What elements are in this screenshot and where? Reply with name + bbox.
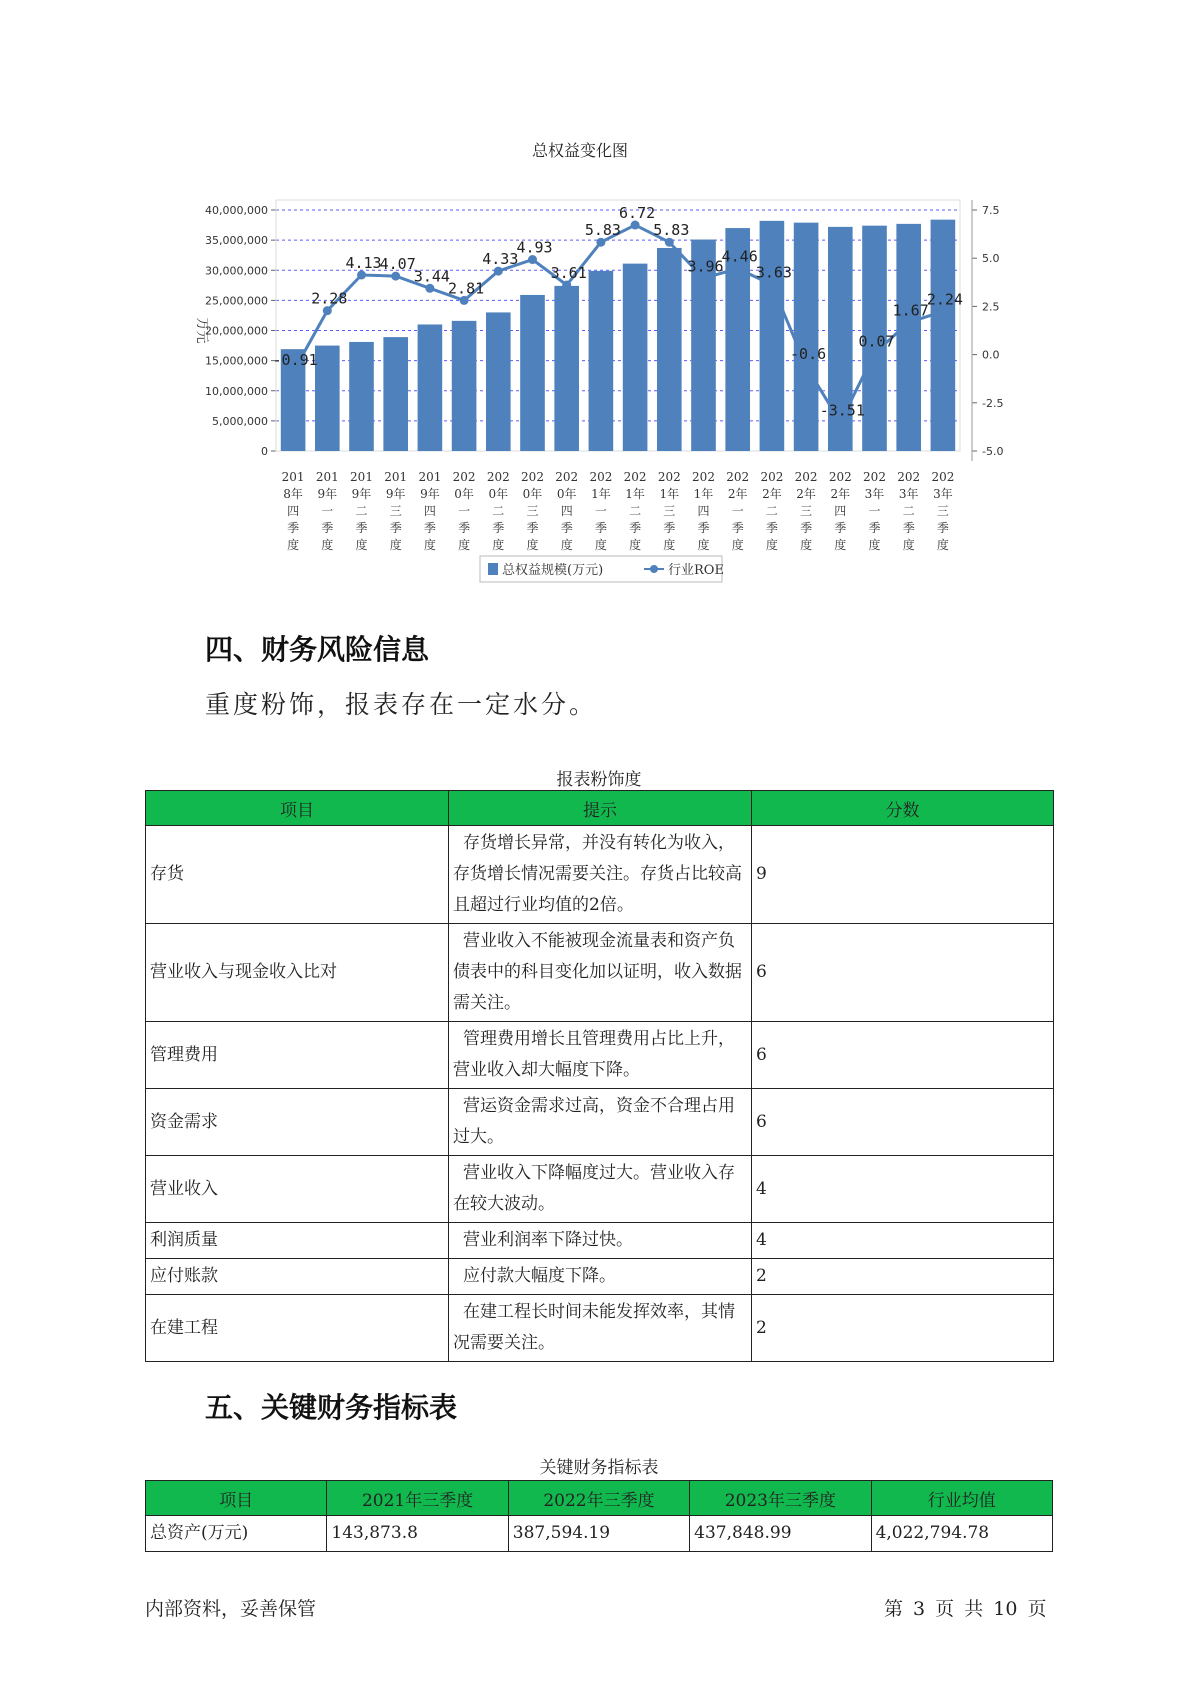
- x-tick-label: 三: [663, 504, 676, 518]
- x-tick-label: 度: [423, 538, 436, 552]
- table-row: [146, 1516, 1053, 1552]
- x-tick-label: 0年: [522, 487, 543, 501]
- x-tick-label: 9年: [385, 487, 406, 501]
- x-tick-label: 度: [731, 538, 744, 552]
- x-tick-label: 202: [521, 470, 544, 484]
- x-tick-label: 季: [800, 521, 813, 535]
- x-tick-label: 季: [902, 521, 915, 535]
- bar: [657, 248, 682, 451]
- bar: [349, 342, 374, 451]
- x-tick-label: 一: [731, 504, 744, 518]
- risk-score-cell: 2: [752, 1295, 1054, 1362]
- kpi-header: 2022年三季度: [508, 1481, 689, 1516]
- bar: [520, 295, 545, 451]
- risk-summary: 重度粉饰，报表存在一定水分。: [205, 690, 598, 719]
- x-tick-label: 1年: [591, 487, 611, 501]
- risk-item-cell: 应付账款: [146, 1259, 449, 1295]
- kpi-header: 行业均值: [871, 1481, 1052, 1516]
- x-tick-label: 度: [868, 538, 881, 552]
- x-tick-label: 季: [936, 521, 949, 535]
- x-tick-label: 1年: [625, 487, 645, 501]
- risk-table-caption: 报表粉饰度: [556, 770, 642, 790]
- table-row: [146, 826, 1054, 924]
- y-tick-label: 15,000,000: [205, 354, 268, 368]
- x-tick-label: 度: [321, 538, 334, 552]
- kpi-cell: 143,873.8: [327, 1516, 508, 1552]
- y-tick-label: 35,000,000: [205, 234, 268, 248]
- footer-page-number: 第 3 页 共 10 页: [884, 1598, 1047, 1620]
- x-tick-label: 度: [492, 538, 505, 552]
- y-tick-label: 30,000,000: [205, 264, 268, 278]
- equity-chart: [180, 138, 1004, 598]
- x-tick-label: 季: [492, 521, 505, 535]
- x-tick-label: 季: [389, 521, 402, 535]
- x-tick-label: 202: [726, 470, 750, 484]
- x-tick-label: 季: [560, 521, 573, 535]
- roe-data-label: 3.96: [687, 257, 724, 276]
- x-tick-label: 四: [697, 504, 710, 518]
- x-tick-label: 202: [931, 470, 955, 484]
- roe-data-label: 2.24: [926, 290, 963, 309]
- x-tick-label: 201: [281, 470, 305, 484]
- roe-data-label: 2.81: [448, 279, 485, 298]
- header-score: 分数: [752, 791, 1054, 826]
- x-tick-label: 0年: [454, 487, 474, 501]
- kpi-header: 2023年三季度: [690, 1481, 871, 1516]
- y2-tick-label: 0.0: [982, 348, 1000, 362]
- x-tick-label: 2年: [796, 487, 816, 501]
- roe-data-label: -0.6: [790, 345, 827, 364]
- risk-tip-cell: 营业利润率下降过快。: [449, 1223, 752, 1259]
- x-tick-label: 2年: [830, 487, 851, 501]
- x-tick-label: 季: [834, 521, 847, 535]
- x-tick-label: 度: [936, 538, 949, 552]
- x-tick-label: 二: [902, 504, 915, 518]
- x-tick-label: 度: [594, 538, 607, 552]
- risk-tip-cell: 营业收入下降幅度过大。营业收入存在较大波动。: [449, 1156, 752, 1223]
- x-tick-label: 度: [526, 538, 539, 552]
- y-tick-label: 25,000,000: [205, 294, 268, 308]
- x-tick-label: 三: [936, 504, 949, 518]
- footer-confidential: 内部资料，妥善保管: [145, 1598, 317, 1620]
- x-tick-label: 2年: [727, 487, 748, 501]
- x-tick-label: 2年: [762, 487, 782, 501]
- x-tick-label: 202: [760, 470, 784, 484]
- bar: [452, 321, 477, 451]
- roe-data-label: 2.28: [311, 289, 348, 308]
- x-tick-label: 四: [560, 504, 573, 518]
- x-tick-label: 0年: [556, 487, 577, 501]
- x-tick-label: 9年: [351, 487, 372, 501]
- x-tick-label: 201: [384, 470, 408, 484]
- x-tick-label: 季: [423, 521, 436, 535]
- roe-data-label: 3.63: [755, 263, 792, 282]
- x-tick-label: 四: [287, 504, 300, 518]
- x-tick-label: 1年: [659, 487, 680, 501]
- roe-data-label: -0.91: [272, 351, 318, 370]
- y-axis-title: 万元: [194, 317, 209, 344]
- bar: [794, 223, 819, 451]
- x-tick-label: 度: [902, 538, 915, 552]
- table-row: [146, 1223, 1054, 1259]
- x-tick-label: 季: [765, 521, 778, 535]
- table-row: [146, 924, 1054, 1022]
- legend-swatch-marker: [650, 565, 658, 573]
- x-tick-label: 202: [794, 470, 818, 484]
- legend-label-line: 行业ROE: [668, 563, 724, 578]
- x-tick-label: 二: [492, 504, 505, 518]
- risk-item-cell: 存货: [146, 826, 449, 924]
- y2-tick-label: -5.0: [982, 445, 1004, 458]
- x-tick-label: 202: [863, 470, 886, 484]
- x-tick-label: 202: [897, 470, 921, 484]
- roe-data-label: 4.46: [721, 247, 758, 266]
- roe-data-label: 4.93: [516, 238, 553, 257]
- y-tick-label: 5,000,000: [212, 414, 268, 428]
- x-tick-label: 202: [555, 470, 579, 484]
- kpi-header: 项目: [146, 1481, 327, 1516]
- x-tick-label: 202: [692, 470, 715, 484]
- risk-score-cell: 2: [752, 1259, 1054, 1295]
- x-tick-label: 二: [765, 504, 778, 518]
- table-row: [146, 1295, 1054, 1362]
- risk-tip-cell: 在建工程长时间未能发挥效率，其情况需要关注。: [449, 1295, 752, 1362]
- bar: [623, 264, 648, 451]
- kpi-header: 2021年三季度: [327, 1481, 508, 1516]
- x-tick-label: 季: [731, 521, 744, 535]
- bar: [589, 271, 614, 451]
- x-tick-label: 四: [834, 504, 847, 518]
- roe-data-label: 6.72: [619, 204, 656, 223]
- x-tick-label: 季: [697, 521, 710, 535]
- x-tick-label: 201: [350, 470, 373, 484]
- x-tick-label: 9年: [317, 487, 338, 501]
- x-tick-label: 二: [629, 504, 642, 518]
- risk-tip-cell: 营运资金需求过高，资金不合理占用过大。: [449, 1089, 752, 1156]
- risk-item-cell: 营业收入: [146, 1156, 449, 1223]
- y2-tick-label: 2.5: [982, 300, 1000, 314]
- roe-data-label: 4.33: [482, 250, 519, 269]
- x-tick-label: 度: [765, 538, 778, 552]
- legend-swatch-bar: [488, 563, 498, 575]
- x-tick-label: 3年: [898, 487, 919, 501]
- x-tick-label: 季: [458, 521, 471, 535]
- roe-data-label: 4.13: [345, 253, 382, 272]
- x-tick-label: 202: [486, 470, 510, 484]
- roe-data-label: 5.83: [584, 221, 621, 240]
- bar: [554, 286, 579, 451]
- kpi-cell: 总资产(万元): [146, 1516, 327, 1552]
- x-tick-label: 一: [594, 504, 607, 518]
- header-item: 项目: [146, 791, 449, 826]
- x-tick-label: 8年: [283, 487, 303, 501]
- x-tick-label: 季: [526, 521, 539, 535]
- x-tick-label: 202: [589, 470, 613, 484]
- table-row: [146, 1022, 1054, 1089]
- risk-item-cell: 管理费用: [146, 1022, 449, 1089]
- bar: [418, 324, 443, 451]
- x-tick-label: 202: [828, 470, 852, 484]
- kpi-table-caption: 关键财务指标表: [539, 1458, 659, 1478]
- x-tick-label: 202: [623, 470, 647, 484]
- x-tick-label: 度: [697, 538, 710, 552]
- risk-score-cell: 6: [752, 1022, 1054, 1089]
- table-row: [146, 1156, 1054, 1223]
- y2-tick-label: 7.5: [982, 204, 1000, 217]
- x-tick-label: 0年: [488, 487, 509, 501]
- kpi-cell: 387,594.19: [508, 1516, 689, 1552]
- risk-item-cell: 利润质量: [146, 1223, 449, 1259]
- roe-data-label: 1.67: [892, 301, 929, 320]
- kpi-cell: 437,848.99: [690, 1516, 871, 1552]
- risk-tip-cell: 管理费用增长且管理费用占比上升，营业收入却大幅度下降。: [449, 1022, 752, 1089]
- x-tick-label: 度: [663, 538, 676, 552]
- y2-tick-label: -2.5: [982, 396, 1004, 410]
- section4-heading: 四、财务风险信息: [205, 633, 430, 666]
- x-tick-label: 202: [657, 470, 681, 484]
- x-tick-label: 季: [321, 521, 334, 535]
- table-row: [146, 1089, 1054, 1156]
- kpi-table: [145, 1480, 1053, 1552]
- x-tick-label: 201: [315, 470, 339, 484]
- roe-data-label: 0.07: [858, 332, 895, 351]
- x-tick-label: 202: [452, 470, 476, 484]
- x-tick-label: 季: [287, 521, 300, 535]
- risk-score-cell: 6: [752, 924, 1054, 1022]
- y-tick-label: 40,000,000: [205, 204, 268, 217]
- x-tick-label: 1年: [693, 487, 714, 501]
- x-tick-label: 9年: [420, 487, 440, 501]
- roe-data-label: 4.07: [379, 255, 416, 274]
- x-tick-label: 一: [458, 504, 471, 518]
- roe-data-label: 3.44: [413, 267, 450, 286]
- y-tick-label: 20,000,000: [205, 324, 268, 338]
- bar: [896, 224, 921, 451]
- x-tick-label: 三: [800, 504, 813, 518]
- roe-data-label: 5.83: [653, 221, 690, 240]
- x-tick-label: 度: [560, 538, 573, 552]
- header-tip: 提示: [449, 791, 752, 826]
- chart-title: 总权益变化图: [531, 141, 628, 160]
- kpi-cell: 4,022,794.78: [871, 1516, 1052, 1552]
- bar: [486, 312, 511, 451]
- section5-heading: 五、关键财务指标表: [205, 1391, 458, 1424]
- x-tick-label: 季: [868, 521, 881, 535]
- x-tick-label: 季: [355, 521, 368, 535]
- risk-score-cell: 6: [752, 1089, 1054, 1156]
- x-tick-label: 二: [355, 504, 368, 518]
- risk-item-cell: 营业收入与现金收入比对: [146, 924, 449, 1022]
- x-tick-label: 季: [594, 521, 607, 535]
- bar: [315, 346, 340, 451]
- x-tick-label: 度: [389, 538, 402, 552]
- risk-table: [145, 790, 1054, 1362]
- x-tick-label: 度: [287, 538, 300, 552]
- x-tick-label: 201: [418, 470, 442, 484]
- bar: [383, 337, 408, 451]
- risk-score-cell: 9: [752, 826, 1054, 924]
- x-tick-label: 三: [526, 504, 539, 518]
- x-tick-label: 四: [423, 504, 436, 518]
- x-tick-label: 3年: [933, 487, 953, 501]
- table-row: [146, 1259, 1054, 1295]
- roe-data-label: -3.51: [819, 401, 865, 420]
- chart-svg: [180, 138, 1004, 598]
- bar: [760, 221, 785, 451]
- y-tick-label: 10,000,000: [205, 384, 268, 398]
- x-tick-label: 度: [629, 538, 642, 552]
- x-tick-label: 度: [458, 538, 471, 552]
- x-tick-label: 三: [389, 504, 402, 518]
- risk-table-header: [146, 791, 1054, 826]
- x-tick-label: 3年: [864, 487, 885, 501]
- legend-label-bar: 总权益规模(万元): [502, 563, 604, 578]
- risk-tip-cell: 存货增长异常，并没有转化为收入，存货增长情况需要关注。存货占比较高且超过行业均值的2倍。: [449, 826, 752, 924]
- y2-tick-label: 5.0: [982, 252, 1000, 266]
- y-tick-label: 0: [261, 445, 268, 458]
- x-tick-label: 季: [629, 521, 642, 535]
- risk-item-cell: 资金需求: [146, 1089, 449, 1156]
- x-tick-label: 度: [355, 538, 368, 552]
- kpi-table-header: [146, 1481, 1053, 1516]
- x-tick-label: 度: [834, 538, 847, 552]
- risk-score-cell: 4: [752, 1223, 1054, 1259]
- x-tick-label: 一: [868, 504, 881, 518]
- risk-tip-cell: 应付款大幅度下降。: [449, 1259, 752, 1295]
- bar: [931, 220, 956, 451]
- roe-data-label: 3.61: [550, 263, 587, 282]
- risk-tip-cell: 营业收入不能被现金流量表和资产负债表中的科目变化加以证明，收入数据需关注。: [449, 924, 752, 1022]
- risk-item-cell: 在建工程: [146, 1295, 449, 1362]
- x-tick-label: 度: [800, 538, 813, 552]
- x-tick-label: 季: [663, 521, 676, 535]
- x-tick-label: 一: [321, 504, 334, 518]
- risk-score-cell: 4: [752, 1156, 1054, 1223]
